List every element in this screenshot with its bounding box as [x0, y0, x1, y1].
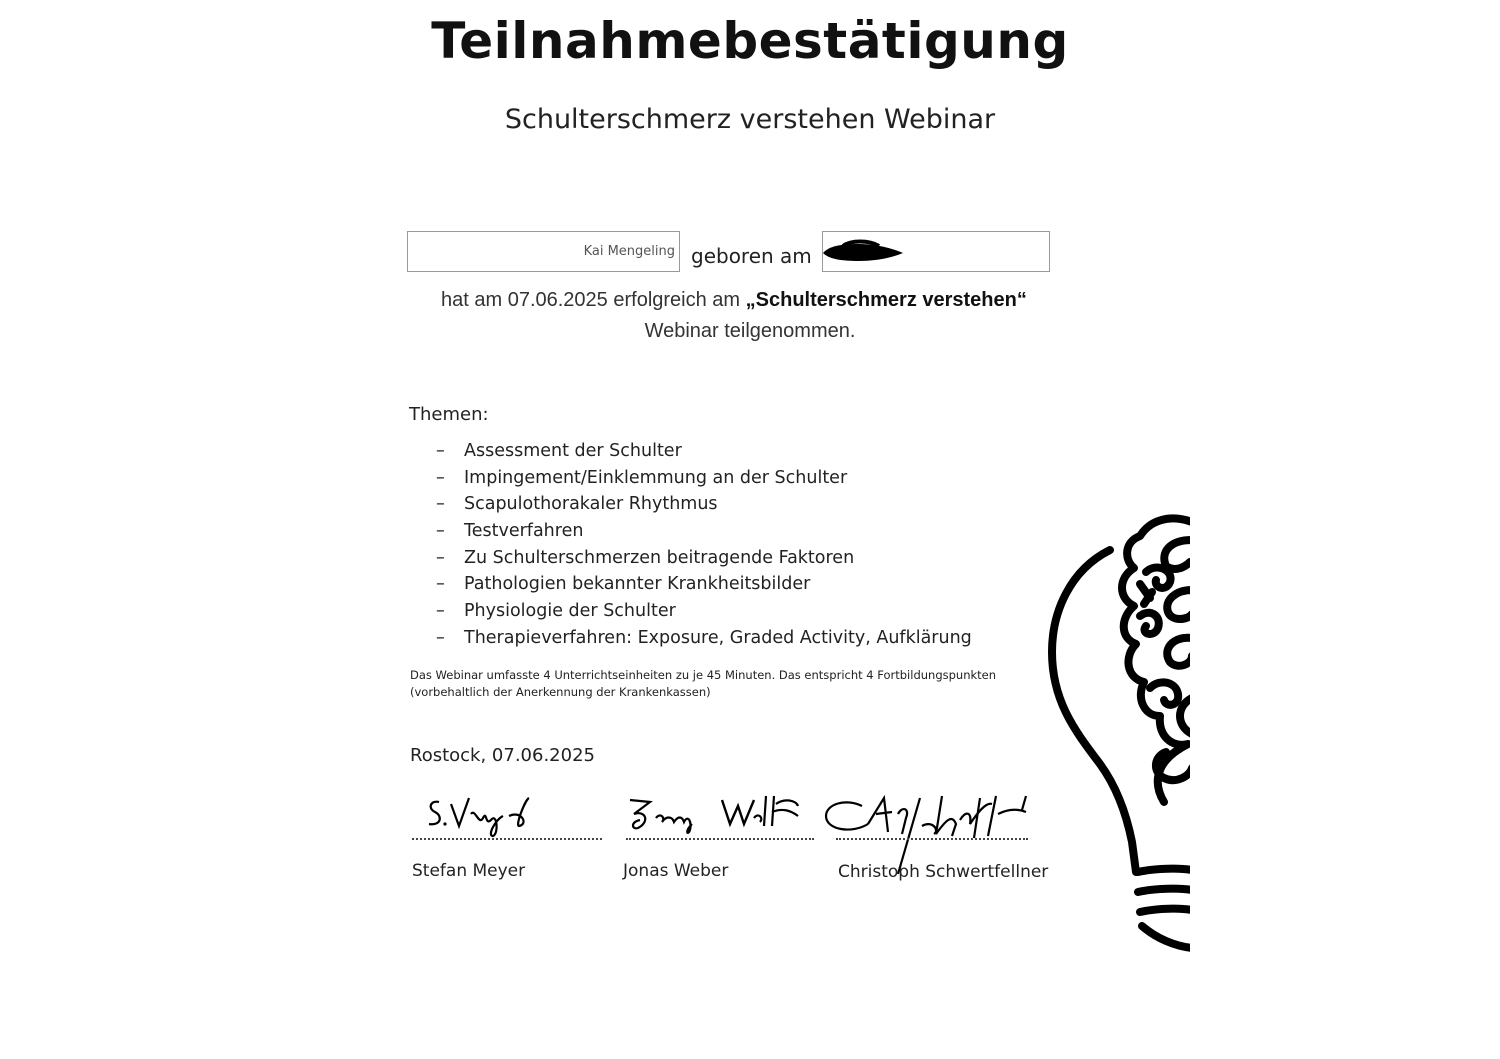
participant-name-field — [407, 231, 680, 272]
redaction-mark — [821, 236, 911, 266]
signatory-name: Jonas Weber — [623, 861, 729, 881]
signature-jonas-weber — [626, 792, 806, 842]
signature-line — [412, 838, 602, 840]
credit-note — [410, 667, 1030, 701]
topics-heading: Themen: — [409, 404, 489, 425]
credit-note-line: Das Webinar umfasste 4 Unterrichtseinheiten zu je 45 Minuten. Das entspricht 4 Fortbildungspunkten — [410, 668, 997, 682]
signatory-name: Stefan Meyer — [412, 861, 526, 881]
participant-name: Kai Mengeling — [583, 244, 675, 259]
place-date: Rostock, 07.06.2025 — [410, 745, 595, 766]
signature-stefan-meyer — [425, 790, 545, 840]
certificate-title: Teilnahmebestätigung — [431, 12, 1069, 70]
statement-prefix: hat am 07.06.2025 erfolgreich am — [441, 289, 746, 311]
signature-line — [836, 838, 1028, 840]
credit-note-line: (vorbehaltlich der Anerkennung der Krankenkassen) — [410, 685, 711, 699]
signature-line — [626, 838, 814, 840]
lightbulb-brain-icon — [1040, 512, 1194, 957]
birthdate-field — [822, 231, 1050, 272]
born-label: geboren am — [691, 244, 812, 268]
signatory-name: Christoph Schwertfellner — [838, 862, 1049, 882]
completion-statement — [441, 289, 1027, 312]
certificate-subtitle: Schulterschmerz verstehen Webinar — [504, 104, 996, 135]
course-name: „Schulterschmerz verstehen“ — [745, 289, 1027, 311]
completion-statement-end: Webinar teilgenommen. — [644, 320, 856, 342]
